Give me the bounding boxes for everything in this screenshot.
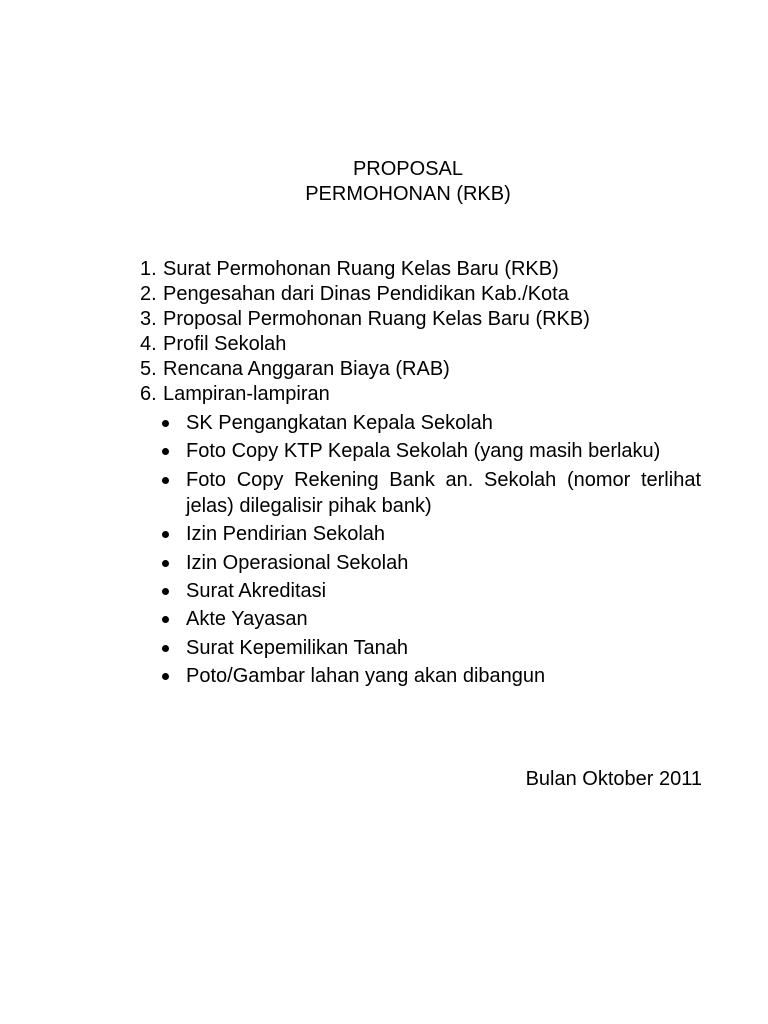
attachment-text: Akte Yayasan [186, 608, 308, 631]
requirements-list [140, 257, 710, 407]
document-subtitle: PERMOHONAN (RKB) [305, 183, 511, 205]
attachment-item [159, 550, 701, 576]
bullet-icon [159, 550, 186, 576]
list-item [140, 307, 710, 332]
bullet-icon [159, 635, 186, 661]
attachment-item [159, 410, 701, 436]
list-item [140, 282, 710, 307]
document-date: Bulan Oktober 2011 [525, 768, 702, 790]
item-number: 3. [140, 308, 157, 330]
bullet-icon [159, 467, 186, 519]
list-item [140, 357, 710, 382]
bullet-icon [159, 521, 186, 547]
attachment-text: Izin Pendirian Sekolah [186, 523, 386, 546]
item-text: Lampiran-lampiran [163, 383, 330, 405]
item-number: 4. [140, 333, 157, 355]
item-text: Profil Sekolah [163, 333, 287, 355]
attachment-text: Surat Kepemilikan Tanah [186, 636, 408, 659]
attachment-item [159, 438, 701, 464]
bullet-icon [159, 606, 186, 632]
list-item [140, 332, 710, 357]
bullet-icon [159, 438, 186, 464]
attachment-text: Foto Copy KTP Kepala Sekolah (yang masih berlaku) [186, 440, 661, 463]
attachment-text: SK Pengangkatan Kepala Sekolah [186, 412, 493, 434]
item-text: Pengesahan dari Dinas Pendidikan Kab./Kota [163, 283, 569, 305]
document-title: PROPOSAL [352, 158, 464, 180]
attachment-text: Surat Akreditasi [186, 579, 327, 602]
item-number: 2. [140, 283, 157, 305]
attachment-text: Foto Copy Rekening Bank an. Sekolah (nomor terlihat jelas) dilegalisir pihak bank) [186, 468, 701, 517]
attachment-item [159, 578, 701, 604]
item-number: 1. [140, 258, 157, 280]
attachment-item [159, 467, 701, 519]
item-text: Surat Permohonan Ruang Kelas Baru (RKB) [163, 258, 559, 280]
item-text: Rencana Anggaran Biaya (RAB) [163, 358, 450, 380]
attachment-text: Poto/Gambar lahan yang akan dibangun [186, 665, 546, 688]
bullet-icon [159, 663, 186, 689]
list-item [140, 382, 710, 407]
attachments-list [159, 410, 701, 692]
item-text: Proposal Permohonan Ruang Kelas Baru (RKB) [163, 308, 590, 330]
attachment-item [159, 606, 701, 632]
attachment-item [159, 663, 701, 689]
bullet-icon [159, 410, 186, 436]
item-number: 6. [140, 383, 157, 405]
attachment-item [159, 635, 701, 661]
attachment-text: Izin Operasional Sekolah [186, 551, 409, 574]
bullet-icon [159, 578, 186, 604]
item-number: 5. [140, 358, 157, 380]
attachment-item [159, 521, 701, 547]
list-item [140, 257, 710, 282]
